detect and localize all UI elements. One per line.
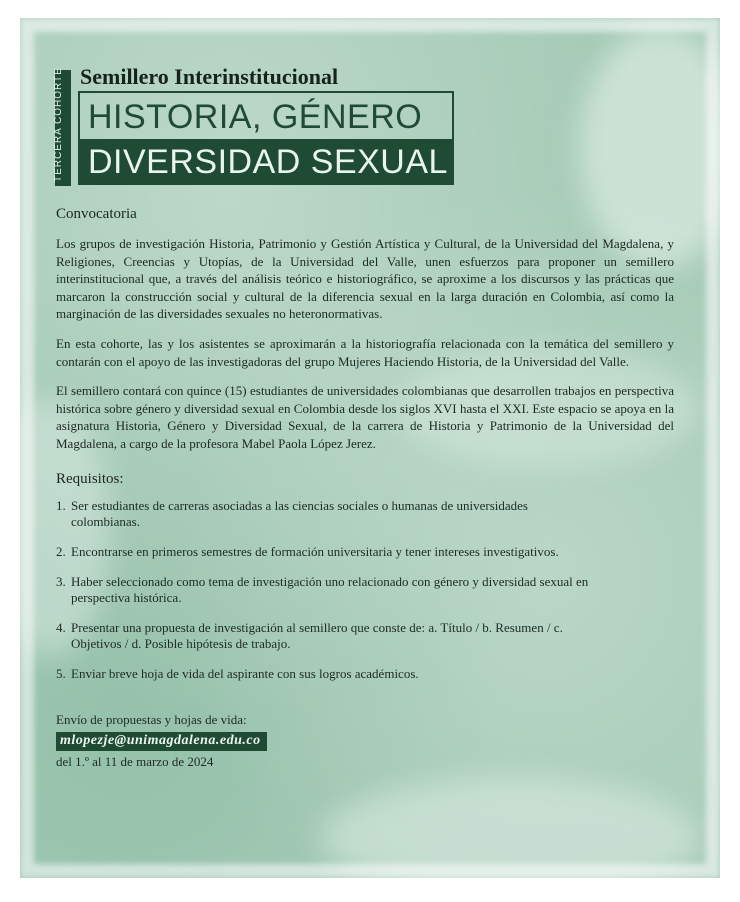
main-content [56,206,674,770]
submission-dates: del 1.º al 11 de marzo de 2024 [56,753,214,769]
requirement-number: 4. [56,619,66,635]
paragraph: Los grupos de investigación Historia, Patrimonio y Gestión Artística y Cultural, de la Universidad del Magdalena, y Religiones, Creencias y Utopías, de la Universidad del Valle, unen esfuerzos para proponer un semillero interinstitucional que, a través del análisis teórico e historiográfico, se aproxime a los discursos y las prácticas que marcaron la construcción social y cultural de la diferencia sexual en la larga duración en Colombia, así como la marginación de las diversidades sexuales no heteronormativas. [56,236,674,322]
requirements-list [56,498,674,682]
requisitos-heading: Requisitos: [56,470,124,487]
watercolor-wash [320,778,700,878]
requirement-item [56,498,596,530]
title-line-2: DIVERSIDAD SEXUAL [80,139,452,183]
requirement-number: 2. [56,543,66,559]
title-line-1: HISTORIA, GÉNERO [88,98,423,136]
requirement-item [56,620,596,652]
requirement-number: 3. [56,573,66,589]
requirement-text: Enviar breve hoja de vida del aspirante con sus logros académicos. [71,665,419,681]
requirement-text: Presentar una propuesta de investigación al semillero que conste de: a. Título / b. Resumen / c. Objetivos / d. Posible hipótesis de trabajo. [71,619,563,651]
requirement-item [56,544,596,560]
header-subtitle: Semillero Interinstitucional [80,64,339,89]
title-box [78,91,454,185]
requirement-number: 5. [56,665,66,681]
paragraph: En esta cohorte, las y los asistentes se aproximarán a la historiografía relacionada con la temática del semillero y contarán con el apoyo de las investigadoras del grupo Mujeres Haciendo Historia, de la Universidad del Valle. [56,335,674,369]
requirement-text: Encontrarse en primeros semestres de formación universitaria y tener intereses investigativos. [71,543,559,559]
convocatoria-heading: Convocatoria [56,206,137,222]
requirement-number: 1. [56,497,66,513]
requirement-text: Haber seleccionado como tema de investigación uno relacionado con género y diversidad sexual en perspectiva histórica. [71,573,589,605]
cohort-label: TERCERA COHORTE [53,67,64,182]
paragraph: El semillero contará con quince (15) estudiantes de universidades colombianas que desarrollen trabajos en perspectiva histórica sobre género y diversidad sexual en Colombia desde los siglos XVI hasta el XXI. Este espacio se apoya en la asignatura Historia, Género y Diversidad Sexual, de la carrera de Historia y Patrimonio de la Universidad del Magdalena, a cargo de la profesora Mabel Paola López Jerez. [56,383,674,451]
requirement-item [56,574,596,606]
submission-label: Envío de propuestas y hojas de vida: [56,711,247,727]
requirement-item [56,666,596,682]
contact-email-link[interactable]: mlopezje@unimagdalena.edu.co [56,732,267,751]
requirement-text: Ser estudiantes de carreras asociadas a las ciencias sociales o humanas de universidades colombianas. [71,497,528,529]
